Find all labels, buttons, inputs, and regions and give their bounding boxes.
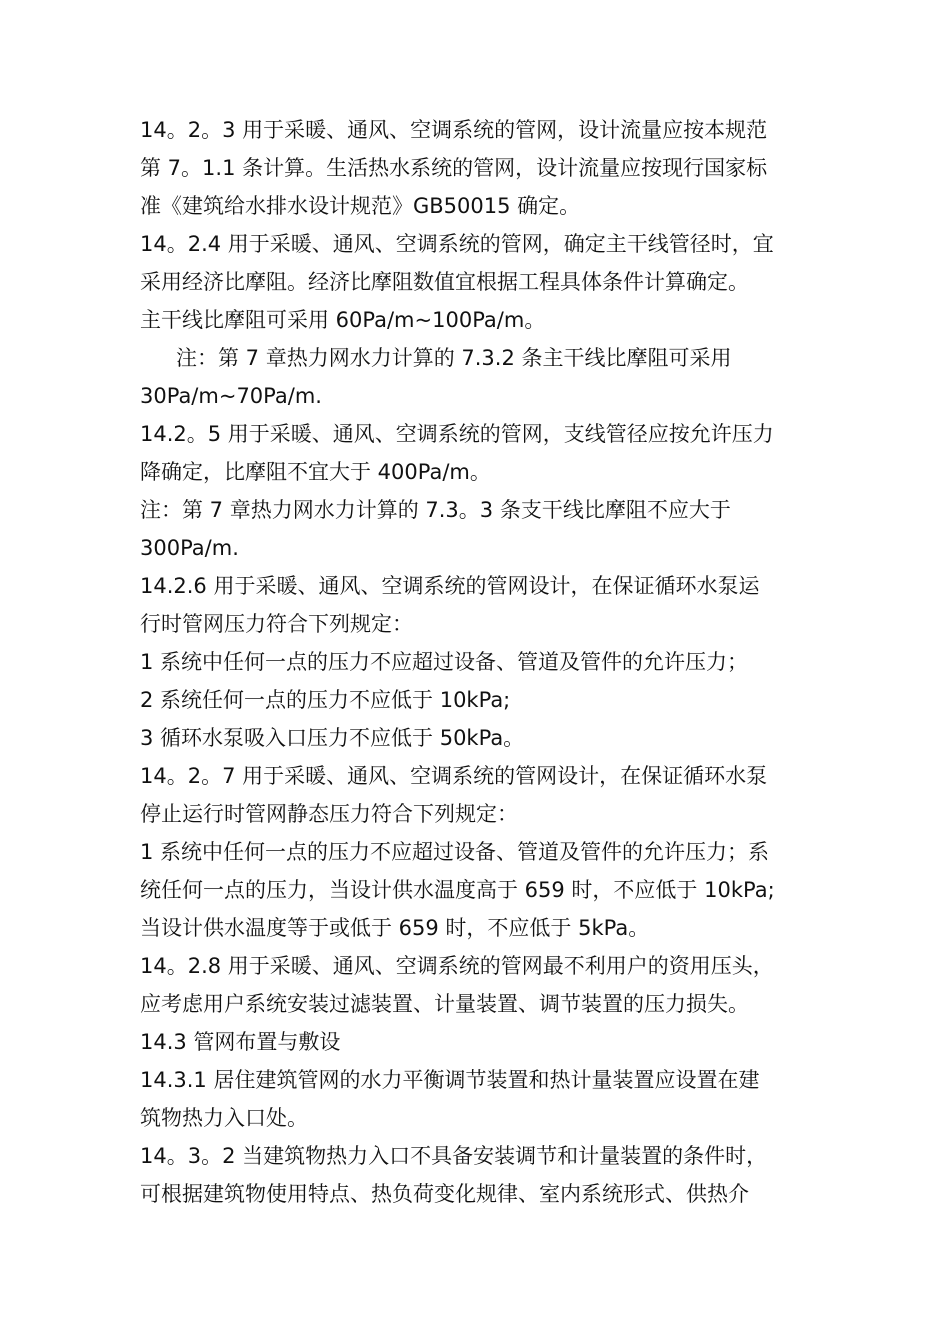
text-line-9: 14.2。5 用于采暖、通风、空调系统的管网，支线管径应按允许压力 bbox=[140, 422, 774, 446]
text-line-26: 14.3.1 居住建筑管网的水力平衡调节装置和热计量装置应设置在建 bbox=[140, 1068, 760, 1092]
document-body bbox=[140, 111, 820, 1213]
text-line-10: 降确定，比摩阻不宜大于 400Pa/m。 bbox=[140, 460, 491, 484]
text-line-13: 14.2.6 用于采暖、通风、空调系统的管网设计，在保证循环水泵运 bbox=[140, 574, 760, 598]
text-line-24: 应考虑用户系统安装过滤装置、计量装置、调节装置的压力损失。 bbox=[140, 992, 749, 1016]
text-line-16: 2 系统任何一点的压力不应低于 10kPa; bbox=[140, 688, 511, 712]
text-line-23: 14。2.8 用于采暖、通风、空调系统的管网最不利用户的资用压头， bbox=[140, 954, 774, 978]
text-line-1: 14。2。3 用于采暖、通风、空调系统的管网，设计流量应按本规范 bbox=[140, 118, 768, 142]
text-line-27: 筑物热力入口处。 bbox=[140, 1106, 308, 1130]
text-line-4: 14。2.4 用于采暖、通风、空调系统的管网，确定主干线管径时，宜 bbox=[140, 232, 774, 256]
text-line-5: 采用经济比摩阻。经济比摩阻数值宜根据工程具体条件计算确定。 bbox=[140, 270, 749, 294]
text-line-3: 准《建筑给水排水设计规范》GB50015 确定。 bbox=[140, 194, 581, 218]
section-heading: 14.3 管网布置与敷设 bbox=[140, 1030, 341, 1054]
text-line-20: 1 系统中任何一点的压力不应超过设备、管道及管件的允许压力；系 bbox=[140, 840, 770, 864]
text-line-29: 可根据建筑物使用特点、热负荷变化规律、室内系统形式、供热介 bbox=[140, 1182, 749, 1206]
note-line-1: 注：第 7 章热力网水力计算的 7.3.2 条主干线比摩阻可采用 bbox=[176, 346, 732, 370]
text-line-22: 当设计供水温度等于或低于 659 时，不应低于 5kPa。 bbox=[140, 916, 650, 940]
note-line-2: 注：第 7 章热力网水力计算的 7.3。3 条支干线比摩阻不应大于 bbox=[140, 498, 731, 522]
text-line-2: 第 7。1.1 条计算。生活热水系统的管网，设计流量应按现行国家标 bbox=[140, 156, 768, 180]
text-line-14: 行时管网压力符合下列规定： bbox=[140, 612, 413, 636]
text-line-6: 主干线比摩阻可采用 60Pa/m~100Pa/m。 bbox=[140, 308, 546, 332]
text-line-12: 300Pa/m. bbox=[140, 536, 239, 560]
text-line-21: 统任何一点的压力，当设计供水温度高于 659 时，不应低于 10kPa; bbox=[140, 878, 775, 902]
text-line-18: 14。2。7 用于采暖、通风、空调系统的管网设计，在保证循环水泵 bbox=[140, 764, 768, 788]
text-line-15: 1 系统中任何一点的压力不应超过设备、管道及管件的允许压力； bbox=[140, 650, 749, 674]
text-line-17: 3 循环水泵吸入口压力不应低于 50kPa。 bbox=[140, 726, 525, 750]
text-line-19: 停止运行时管网静态压力符合下列规定： bbox=[140, 802, 518, 826]
text-line-28: 14。3。2 当建筑物热力入口不具备安装调节和计量装置的条件时， bbox=[140, 1144, 768, 1168]
text-line-8: 30Pa/m~70Pa/m. bbox=[140, 384, 322, 408]
